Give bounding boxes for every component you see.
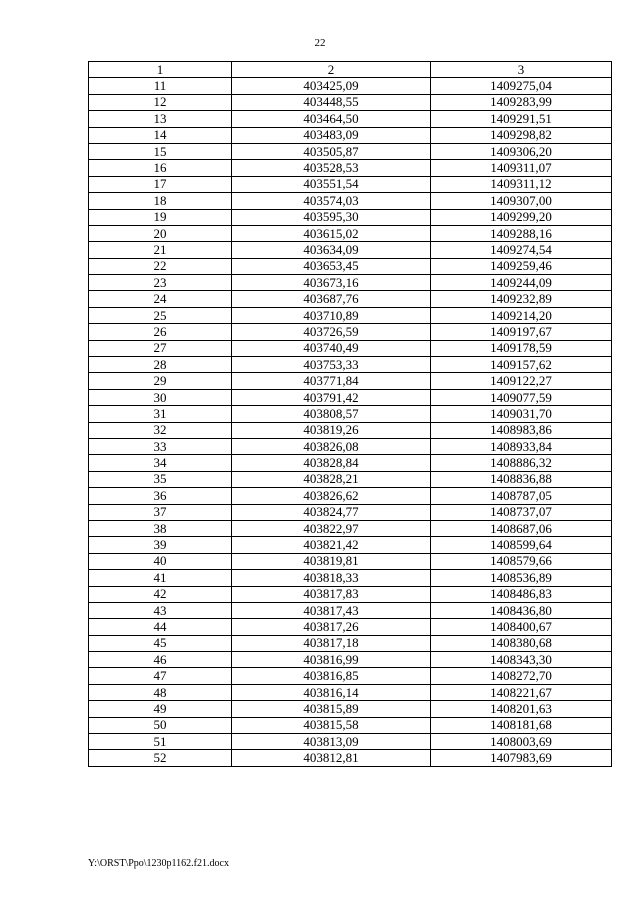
point-number-cell: 38 [89, 520, 232, 536]
x-coordinate-cell: 403595,30 [232, 209, 431, 225]
x-coordinate-cell: 403826,62 [232, 488, 431, 504]
y-coordinate-cell: 1409244,09 [431, 275, 612, 291]
point-number-cell: 31 [89, 406, 232, 422]
x-coordinate-cell: 403615,02 [232, 225, 431, 241]
y-coordinate-cell: 1407983,69 [431, 750, 612, 766]
x-coordinate-cell: 403740,49 [232, 340, 431, 356]
x-coordinate-cell: 403824,77 [232, 504, 431, 520]
point-number-cell: 46 [89, 652, 232, 668]
x-coordinate-cell: 403551,54 [232, 176, 431, 192]
table-row [89, 553, 612, 569]
table-row [89, 340, 612, 356]
y-coordinate-cell: 1408687,06 [431, 520, 612, 536]
y-coordinate-cell: 1408579,66 [431, 553, 612, 569]
y-coordinate-cell: 1409311,07 [431, 160, 612, 176]
x-coordinate-cell: 403464,50 [232, 111, 431, 127]
table-row [89, 668, 612, 684]
y-coordinate-cell: 1408436,80 [431, 602, 612, 618]
table-row [89, 734, 612, 750]
y-coordinate-cell: 1408536,89 [431, 570, 612, 586]
y-coordinate-cell: 1409232,89 [431, 291, 612, 307]
y-coordinate-cell: 1408181,68 [431, 717, 612, 733]
x-coordinate-cell: 403826,08 [232, 438, 431, 454]
point-number-cell: 30 [89, 389, 232, 405]
point-number-cell: 19 [89, 209, 232, 225]
table-row [89, 111, 612, 127]
table-row [89, 78, 612, 94]
point-number-cell: 48 [89, 684, 232, 700]
y-coordinate-cell: 1409275,04 [431, 78, 612, 94]
coordinates-table [88, 61, 612, 767]
point-number-cell: 47 [89, 668, 232, 684]
point-number-cell: 32 [89, 422, 232, 438]
table-row [89, 275, 612, 291]
column-header-2: 2 [232, 62, 431, 78]
y-coordinate-cell: 1408983,86 [431, 422, 612, 438]
table-row [89, 701, 612, 717]
x-coordinate-cell: 403528,53 [232, 160, 431, 176]
y-coordinate-cell: 1409298,82 [431, 127, 612, 143]
y-coordinate-cell: 1408221,67 [431, 684, 612, 700]
y-coordinate-cell: 1409259,46 [431, 258, 612, 274]
point-number-cell: 21 [89, 242, 232, 258]
x-coordinate-cell: 403815,58 [232, 717, 431, 733]
y-coordinate-cell: 1409077,59 [431, 389, 612, 405]
y-coordinate-cell: 1409307,00 [431, 193, 612, 209]
table-header-row [89, 62, 612, 78]
point-number-cell: 13 [89, 111, 232, 127]
table-row [89, 652, 612, 668]
point-number-cell: 26 [89, 324, 232, 340]
x-coordinate-cell: 403808,57 [232, 406, 431, 422]
y-coordinate-cell: 1409178,59 [431, 340, 612, 356]
table-row [89, 258, 612, 274]
point-number-cell: 17 [89, 176, 232, 192]
x-coordinate-cell: 403815,89 [232, 701, 431, 717]
y-coordinate-cell: 1408272,70 [431, 668, 612, 684]
x-coordinate-cell: 403753,33 [232, 357, 431, 373]
x-coordinate-cell: 403819,26 [232, 422, 431, 438]
point-number-cell: 39 [89, 537, 232, 553]
table-row [89, 438, 612, 454]
point-number-cell: 27 [89, 340, 232, 356]
point-number-cell: 37 [89, 504, 232, 520]
point-number-cell: 14 [89, 127, 232, 143]
table-row [89, 504, 612, 520]
table-row [89, 406, 612, 422]
y-coordinate-cell: 1409306,20 [431, 143, 612, 159]
table-row [89, 143, 612, 159]
table-row [89, 471, 612, 487]
footer-file-path: Y:\ORST\Ppo\1230p1162.f21.docx [88, 858, 229, 869]
y-coordinate-cell: 1409031,70 [431, 406, 612, 422]
point-number-cell: 40 [89, 553, 232, 569]
x-coordinate-cell: 403817,18 [232, 635, 431, 651]
x-coordinate-cell: 403822,97 [232, 520, 431, 536]
point-number-cell: 45 [89, 635, 232, 651]
x-coordinate-cell: 403771,84 [232, 373, 431, 389]
y-coordinate-cell: 1409311,12 [431, 176, 612, 192]
x-coordinate-cell: 403816,14 [232, 684, 431, 700]
column-header-1: 1 [89, 62, 232, 78]
y-coordinate-cell: 1409197,67 [431, 324, 612, 340]
table-row [89, 570, 612, 586]
y-coordinate-cell: 1408486,83 [431, 586, 612, 602]
table-row [89, 619, 612, 635]
table-row [89, 750, 612, 766]
x-coordinate-cell: 403817,43 [232, 602, 431, 618]
x-coordinate-cell: 403505,87 [232, 143, 431, 159]
point-number-cell: 22 [89, 258, 232, 274]
y-coordinate-cell: 1409122,27 [431, 373, 612, 389]
x-coordinate-cell: 403574,03 [232, 193, 431, 209]
y-coordinate-cell: 1408836,88 [431, 471, 612, 487]
y-coordinate-cell: 1408886,32 [431, 455, 612, 471]
y-coordinate-cell: 1408400,67 [431, 619, 612, 635]
point-number-cell: 52 [89, 750, 232, 766]
x-coordinate-cell: 403821,42 [232, 537, 431, 553]
x-coordinate-cell: 403818,33 [232, 570, 431, 586]
table-row [89, 242, 612, 258]
table-row [89, 324, 612, 340]
x-coordinate-cell: 403819,81 [232, 553, 431, 569]
table-row [89, 291, 612, 307]
point-number-cell: 50 [89, 717, 232, 733]
point-number-cell: 15 [89, 143, 232, 159]
table-row [89, 389, 612, 405]
x-coordinate-cell: 403653,45 [232, 258, 431, 274]
table-row [89, 635, 612, 651]
table-row [89, 373, 612, 389]
x-coordinate-cell: 403816,85 [232, 668, 431, 684]
x-coordinate-cell: 403817,26 [232, 619, 431, 635]
table-row [89, 422, 612, 438]
point-number-cell: 36 [89, 488, 232, 504]
point-number-cell: 28 [89, 357, 232, 373]
column-header-3: 3 [431, 62, 612, 78]
point-number-cell: 49 [89, 701, 232, 717]
table-row [89, 455, 612, 471]
point-number-cell: 29 [89, 373, 232, 389]
x-coordinate-cell: 403817,83 [232, 586, 431, 602]
x-coordinate-cell: 403726,59 [232, 324, 431, 340]
point-number-cell: 18 [89, 193, 232, 209]
table-row [89, 176, 612, 192]
x-coordinate-cell: 403816,99 [232, 652, 431, 668]
point-number-cell: 43 [89, 602, 232, 618]
point-number-cell: 20 [89, 225, 232, 241]
point-number-cell: 42 [89, 586, 232, 602]
table-row [89, 225, 612, 241]
table-row [89, 537, 612, 553]
page-number: 22 [314, 37, 326, 49]
point-number-cell: 24 [89, 291, 232, 307]
table-row [89, 684, 612, 700]
x-coordinate-cell: 403828,21 [232, 471, 431, 487]
point-number-cell: 25 [89, 307, 232, 323]
y-coordinate-cell: 1408737,07 [431, 504, 612, 520]
table-body [89, 78, 612, 766]
y-coordinate-cell: 1408003,69 [431, 734, 612, 750]
x-coordinate-cell: 403425,09 [232, 78, 431, 94]
y-coordinate-cell: 1409291,51 [431, 111, 612, 127]
y-coordinate-cell: 1409214,20 [431, 307, 612, 323]
table-row [89, 127, 612, 143]
point-number-cell: 51 [89, 734, 232, 750]
table-row [89, 94, 612, 110]
x-coordinate-cell: 403791,42 [232, 389, 431, 405]
point-number-cell: 44 [89, 619, 232, 635]
y-coordinate-cell: 1409274,54 [431, 242, 612, 258]
point-number-cell: 33 [89, 438, 232, 454]
point-number-cell: 11 [89, 78, 232, 94]
y-coordinate-cell: 1408933,84 [431, 438, 612, 454]
y-coordinate-cell: 1408201,63 [431, 701, 612, 717]
y-coordinate-cell: 1409157,62 [431, 357, 612, 373]
point-number-cell: 34 [89, 455, 232, 471]
table-row [89, 357, 612, 373]
x-coordinate-cell: 403812,81 [232, 750, 431, 766]
x-coordinate-cell: 403828,84 [232, 455, 431, 471]
y-coordinate-cell: 1408599,64 [431, 537, 612, 553]
x-coordinate-cell: 403634,09 [232, 242, 431, 258]
y-coordinate-cell: 1408787,05 [431, 488, 612, 504]
table-row [89, 717, 612, 733]
table-row [89, 520, 612, 536]
table-row [89, 307, 612, 323]
x-coordinate-cell: 403673,16 [232, 275, 431, 291]
y-coordinate-cell: 1409299,20 [431, 209, 612, 225]
x-coordinate-cell: 403483,09 [232, 127, 431, 143]
y-coordinate-cell: 1408343,30 [431, 652, 612, 668]
y-coordinate-cell: 1409283,99 [431, 94, 612, 110]
table-row [89, 193, 612, 209]
point-number-cell: 12 [89, 94, 232, 110]
x-coordinate-cell: 403710,89 [232, 307, 431, 323]
y-coordinate-cell: 1409288,16 [431, 225, 612, 241]
point-number-cell: 41 [89, 570, 232, 586]
table-row [89, 586, 612, 602]
table-row [89, 602, 612, 618]
x-coordinate-cell: 403448,55 [232, 94, 431, 110]
table-row [89, 488, 612, 504]
point-number-cell: 35 [89, 471, 232, 487]
x-coordinate-cell: 403687,76 [232, 291, 431, 307]
table-row [89, 209, 612, 225]
table-row [89, 160, 612, 176]
point-number-cell: 16 [89, 160, 232, 176]
point-number-cell: 23 [89, 275, 232, 291]
y-coordinate-cell: 1408380,68 [431, 635, 612, 651]
x-coordinate-cell: 403813,09 [232, 734, 431, 750]
